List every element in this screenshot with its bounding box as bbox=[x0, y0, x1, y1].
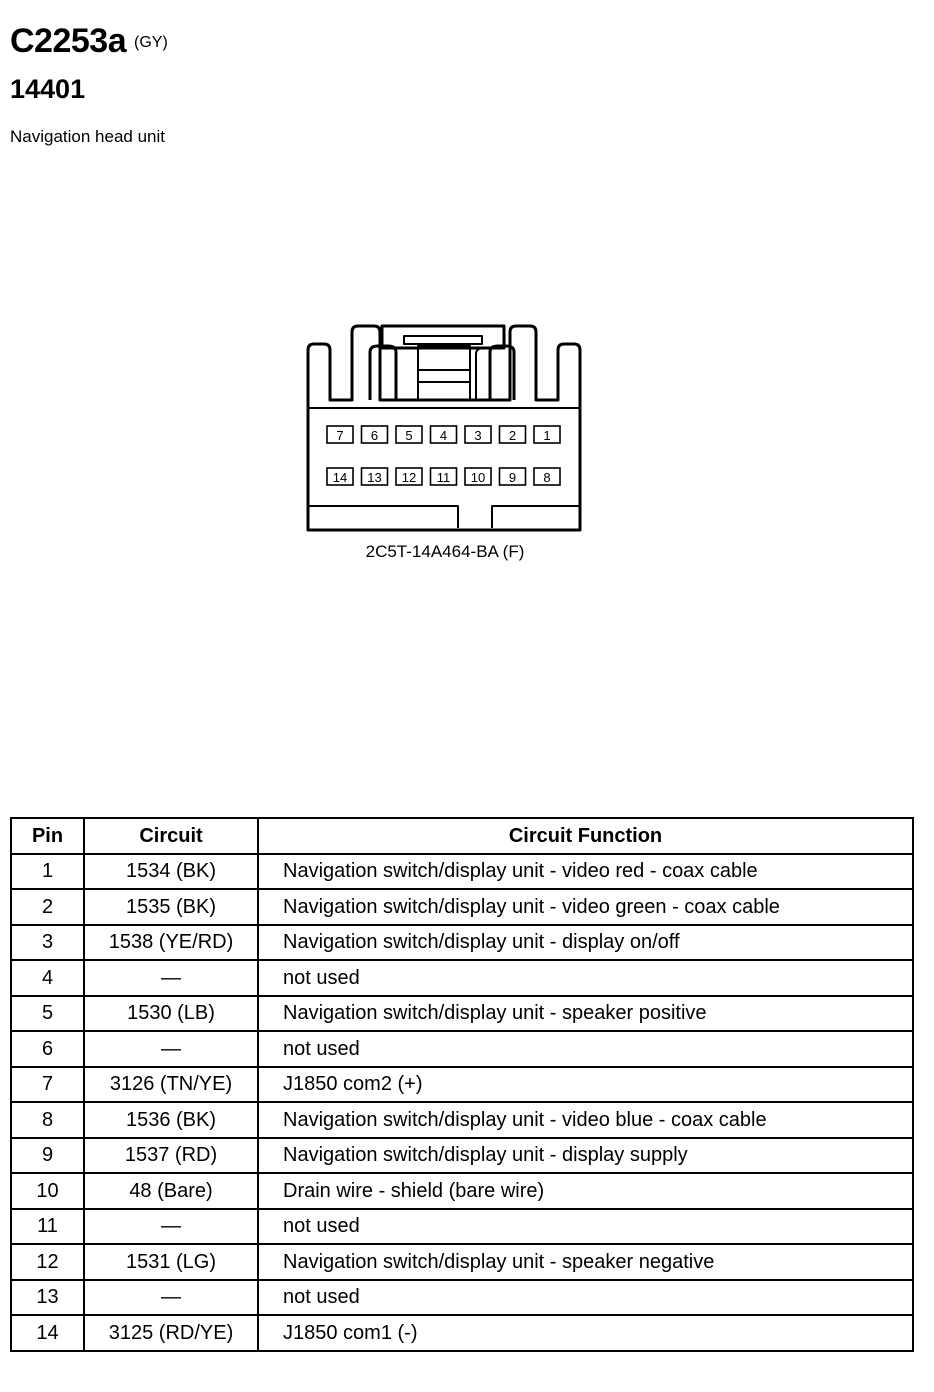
pin-number: 5 bbox=[11, 996, 84, 1032]
pin-label: 4 bbox=[439, 428, 448, 443]
pin-number: 10 bbox=[11, 1173, 84, 1209]
table-row bbox=[11, 1138, 913, 1174]
pin-number: 9 bbox=[11, 1138, 84, 1174]
pin-number: 4 bbox=[11, 960, 84, 996]
circuit-id: 1536 (BK) bbox=[84, 1102, 258, 1138]
circuit-function: not used bbox=[258, 1280, 913, 1316]
pin-cavity bbox=[500, 468, 526, 485]
pin-label: 8 bbox=[543, 470, 551, 485]
table-row bbox=[11, 1067, 913, 1103]
table-row bbox=[11, 1102, 913, 1138]
component-name: Navigation head unit bbox=[10, 127, 166, 146]
circuit-function: not used bbox=[258, 1031, 913, 1067]
connector-id: C2253a bbox=[10, 22, 127, 60]
pin-label: 5 bbox=[405, 428, 413, 443]
circuit-function: J1850 com1 (-) bbox=[258, 1315, 913, 1351]
table-row bbox=[11, 1209, 913, 1245]
pin-number: 8 bbox=[11, 1102, 84, 1138]
pin-number: 14 bbox=[11, 1315, 84, 1351]
pin-assignment-table bbox=[10, 817, 914, 1352]
pin-label: 14 bbox=[332, 470, 348, 485]
circuit-function: Navigation switch/display unit - speaker positive bbox=[258, 996, 913, 1032]
pin-label: 11 bbox=[436, 470, 451, 485]
pin-label: 13 bbox=[367, 470, 382, 485]
table-row bbox=[11, 1244, 913, 1280]
pin-label: 1 bbox=[543, 428, 551, 443]
pin-cavity bbox=[362, 426, 388, 443]
pin-number: 1 bbox=[11, 854, 84, 890]
circuit-id: 1531 (LG) bbox=[84, 1244, 258, 1280]
circuit-function: not used bbox=[258, 1209, 913, 1245]
table-row bbox=[11, 960, 913, 996]
pin-number: 6 bbox=[11, 1031, 84, 1067]
pin-label: 7 bbox=[336, 428, 344, 443]
pin-cavity bbox=[431, 468, 457, 485]
circuit-id: 1535 (BK) bbox=[84, 889, 258, 925]
table-row bbox=[11, 996, 913, 1032]
component-number: 14401 bbox=[10, 74, 86, 104]
pin-number: 3 bbox=[11, 925, 84, 961]
circuit-function: Navigation switch/display unit - video green - coax cable bbox=[258, 889, 913, 925]
circuit-id: 1538 (YE/RD) bbox=[84, 925, 258, 961]
circuit-id: 48 (Bare) bbox=[84, 1173, 258, 1209]
circuit-id: 3125 (RD/YE) bbox=[84, 1315, 258, 1351]
circuit-function: Navigation switch/display unit - display supply bbox=[258, 1138, 913, 1174]
pin-cavity bbox=[396, 468, 422, 485]
circuit-function: not used bbox=[258, 960, 913, 996]
circuit-id: 1530 (LB) bbox=[84, 996, 258, 1032]
circuit-function: Drain wire - shield (bare wire) bbox=[258, 1173, 913, 1209]
circuit-function: Navigation switch/display unit - video blue - coax cable bbox=[258, 1102, 913, 1138]
table-row bbox=[11, 1173, 913, 1209]
pin-cavity bbox=[327, 426, 353, 443]
pin-label: 3 bbox=[474, 428, 482, 443]
pin-number: 12 bbox=[11, 1244, 84, 1280]
circuit-function: Navigation switch/display unit - display on/off bbox=[258, 925, 913, 961]
pin-cavity bbox=[500, 426, 526, 443]
pin-cavity bbox=[465, 468, 491, 485]
circuit-id: — bbox=[84, 1031, 258, 1067]
table-row bbox=[11, 925, 913, 961]
circuit-id: 1534 (BK) bbox=[84, 854, 258, 890]
pin-number: 11 bbox=[11, 1209, 84, 1245]
table-row bbox=[11, 1031, 913, 1067]
header-circuit: Circuit bbox=[84, 818, 258, 854]
pin-cavity bbox=[327, 468, 353, 485]
table-row bbox=[11, 889, 913, 925]
connector-face-diagram bbox=[300, 318, 590, 536]
table-row bbox=[11, 1315, 913, 1351]
pin-label: 10 bbox=[470, 470, 486, 485]
pin-label: 2 bbox=[508, 428, 517, 443]
circuit-function: J1850 com2 (+) bbox=[258, 1067, 913, 1103]
table-header-row bbox=[11, 818, 913, 854]
pin-number: 13 bbox=[11, 1280, 84, 1316]
circuit-id: 3126 (TN/YE) bbox=[84, 1067, 258, 1103]
circuit-function: Navigation switch/display unit - video red - coax cable bbox=[258, 854, 913, 890]
pin-number: 7 bbox=[11, 1067, 84, 1103]
pin-cavity bbox=[396, 426, 422, 443]
circuit-id: — bbox=[84, 1280, 258, 1316]
connector-bottom-key bbox=[308, 506, 580, 528]
pin-cavities bbox=[327, 426, 560, 485]
circuit-id: — bbox=[84, 960, 258, 996]
pin-label: 9 bbox=[508, 470, 517, 485]
pin-label: 12 bbox=[401, 470, 417, 485]
circuit-id: 1537 (RD) bbox=[84, 1138, 258, 1174]
pin-number: 2 bbox=[11, 889, 84, 925]
pin-cavity bbox=[534, 426, 560, 443]
pin-cavity bbox=[431, 426, 457, 443]
connector-color: (GY) bbox=[134, 34, 168, 51]
pin-cavity bbox=[534, 468, 560, 485]
circuit-id: — bbox=[84, 1209, 258, 1245]
connector-part-number: 2C5T-14A464-BA (F) bbox=[365, 542, 525, 561]
circuit-function: Navigation switch/display unit - speaker negative bbox=[258, 1244, 913, 1280]
table-row bbox=[11, 854, 913, 890]
pin-cavity bbox=[465, 426, 491, 443]
header-circuit-function: Circuit Function bbox=[258, 818, 913, 854]
header-pin: Pin bbox=[11, 818, 84, 854]
pin-label: 6 bbox=[370, 428, 379, 443]
pin-cavity bbox=[362, 468, 388, 485]
table-row bbox=[11, 1280, 913, 1316]
